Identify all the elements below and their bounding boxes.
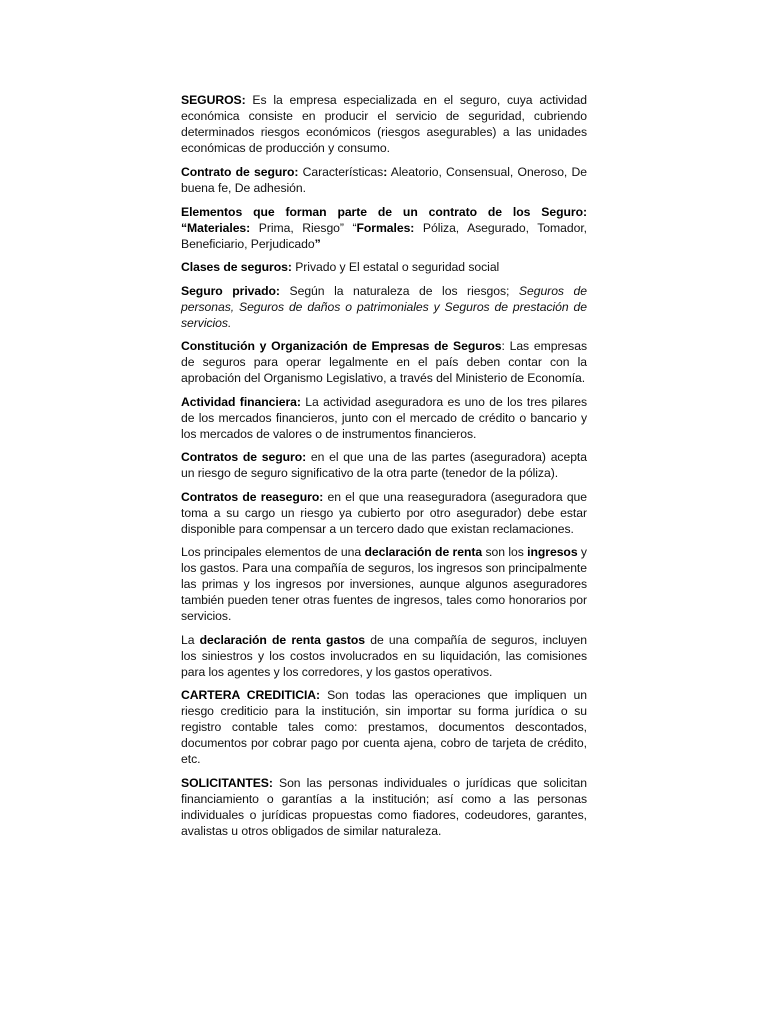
paragraph-contratos-de-seguro [181, 449, 587, 481]
text-run: en el que una reaseguradora (aseguradora que toma a su cargo un riesgo ya cubierto por otro asegurador) debe estar disponible para compensar a un tercero dado que existan reclamaciones. [181, 489, 588, 536]
text-run-bold: : [383, 165, 388, 179]
text-run: : Las empresas de seguros para operar legalmente en el país deben contar con la aprobación del Organismo Legislativo, a través del Ministerio de Economía. [181, 339, 587, 385]
text-run-bold: Actividad financiera: [181, 394, 301, 409]
text-run-italic: Seguros de personas, Seguros de daños o patrimoniales y Seguros de prestación de servicios. [181, 283, 587, 330]
text-run: La [181, 632, 200, 647]
paragraph-solicitantes [181, 775, 587, 839]
text-run-bold: Contratos de seguro: [181, 450, 307, 464]
text-run-bold: Clases de seguros: [181, 260, 292, 274]
document-body [181, 92, 587, 846]
text-run: Características [298, 165, 384, 179]
text-run-bold: declaración de renta gastos [199, 632, 366, 647]
text-run: de una compañía de seguros, incluyen los siniestros y los costos involucrados en su liquidación, las comisiones para los agentes y los corredores, y los gastos operativos. [181, 632, 587, 679]
paragraph-constitucion [181, 338, 587, 386]
text-run-bold: Seguro privado: [181, 283, 280, 298]
text-run-bold: SOLICITANTES: [181, 775, 273, 790]
paragraph-seguros [181, 92, 587, 156]
paragraph-cartera-crediticia [181, 687, 587, 767]
paragraph-clases-de-seguros [181, 259, 587, 275]
text-run: Póliza, Asegurado, Tomador, Beneficiario, Perjudicado [181, 220, 587, 251]
paragraph-contrato-de-seguro [181, 164, 587, 196]
paragraph-actividad-financiera [181, 394, 587, 442]
text-run-bold: CARTERA CREDITICIA: [181, 688, 321, 702]
text-run: en el que una de las partes (aseguradora) acepta un riesgo de seguro significativo de la otra parte (tenedor de la póliza). [181, 450, 587, 480]
paragraph-principales-elementos [181, 544, 587, 624]
text-run: y los gastos. Para una compañía de seguros, los ingresos son principalmente las primas y los ingresos por inversiones, aunque algunos aseguradores también pueden tener otras fuentes de ingresos, tales como honorarios por servicios. [181, 545, 587, 623]
paragraph-seguro-privado [181, 283, 587, 331]
paragraph-contratos-de-reaseguro [181, 489, 587, 537]
text-run-bold: Contrato de seguro: [181, 165, 299, 179]
text-run: Son las personas individuales o jurídicas que solicitan financiamiento o garantías a la institución; así como a las personas individuales o jurídicas propuestas como fiadores, codeudores, garantes, avalistas u otros obligados de similar naturaleza. [181, 775, 587, 838]
text-run-bold: Elementos que forman parte de un contrato de los Seguro: “Materiales: [181, 204, 587, 235]
text-run-bold: Constitución y Organización de Empresas de Seguros [181, 339, 502, 353]
text-run: Prima, Riesgo” “ [250, 220, 357, 235]
text-run-bold: Formales: [356, 220, 415, 235]
text-run-bold: Contratos de reaseguro: [181, 489, 324, 504]
text-run: Son todas las operaciones que impliquen un riesgo crediticio para la institución, sin importar su forma jurídica o su registro contable tales como: prestamos, documentos descontados, documentos por cobrar pago por cuenta ajena, cobro de tarjeta de crédito, etc. [181, 688, 587, 766]
text-run: La actividad aseguradora es uno de los tres pilares de los mercados financieros, junto con el mercado de crédito o bancario y los mercados de valores o de instrumentos financieros. [181, 394, 587, 441]
paragraph-elementos [181, 204, 587, 252]
text-run: Privado y El estatal o seguridad social [291, 260, 500, 274]
text-run: Los principales elementos de una [181, 545, 365, 559]
text-run-bold: SEGUROS: [181, 93, 246, 107]
text-run-bold: declaración de renta [364, 545, 483, 559]
text-run-bold: ingresos [527, 545, 578, 559]
text-run: son los [482, 545, 528, 559]
text-run-bold: ” [314, 236, 321, 251]
paragraph-declaracion-gastos [181, 632, 587, 680]
text-run: Según la naturaleza de los riesgos; [279, 283, 519, 298]
text-run: Es la empresa especializada en el seguro, cuya actividad económica consiste en producir el servicio de seguridad, cubriendo determinados riesgos económicos (riesgos asegurables) a las unidades económicas de producción y consumo. [181, 93, 587, 155]
text-run: Aleatorio, Consensual, Oneroso, De buena fe, De adhesión. [181, 165, 588, 195]
